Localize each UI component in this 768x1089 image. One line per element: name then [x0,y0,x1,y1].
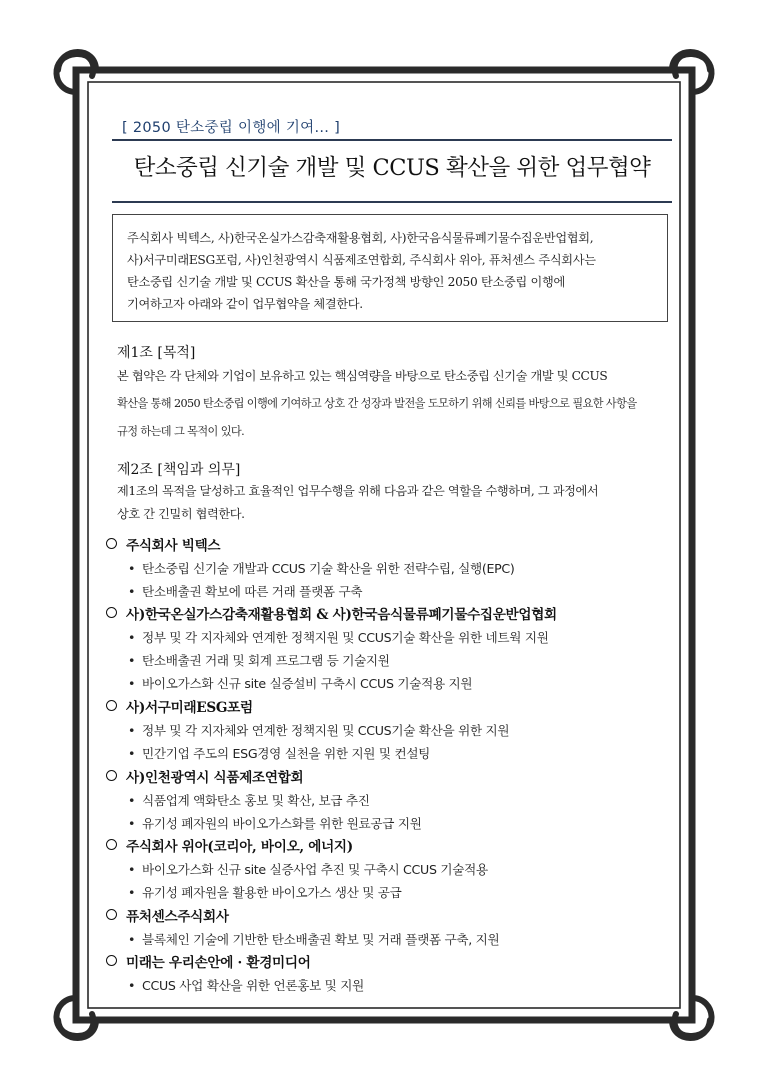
org-item-text: 바이오가스화 신규 site 실증사업 추진 및 구축시 CCUS 기술적용 [142,862,488,877]
bullet-icon: • [128,793,136,808]
org-name: 주식회사 빅텍스 [126,538,221,554]
circle-bullet-icon [106,700,117,711]
bullet-icon: • [128,862,136,877]
circle-bullet-icon [106,955,117,966]
org-item-text: 블록체인 기술에 기반한 탄소배출권 확보 및 거래 플랫폼 구축, 지원 [142,932,500,947]
circle-bullet-icon [106,770,117,781]
org-heading [106,835,353,855]
org-item [128,581,362,600]
org-item [128,975,364,994]
bullet-icon: • [128,723,136,738]
bullet-icon: • [128,816,136,831]
article2-heading: 제2조 [책임과 의무] [117,462,241,478]
org-item-text: CCUS 사업 확산을 위한 언론홍보 및 지원 [142,978,364,993]
org-item-text: 탄소배출권 확보에 따른 거래 플랫폼 구축 [142,584,363,599]
article2-line: 제1조의 목적을 달성하고 효율적인 업무수행을 위해 다음과 같은 역할을 수행하며, 그 과정에서 [117,484,599,498]
org-item-text: 식품업계 액화탄소 홍보 및 확산, 보급 추진 [142,793,370,808]
org-item-text: 바이오가스화 신규 site 실증설비 구축시 CCUS 기술적용 지원 [142,676,473,691]
org-item-text: 정부 및 각 지자체와 연계한 정책지원 및 CCUS기술 확산을 위한 네트웍 지원 [142,630,549,645]
org-item-text: 유기성 폐자원의 바이오가스화를 위한 원료공급 지원 [142,816,422,831]
article1-heading: 제1조 [목적] [117,345,196,361]
bullet-icon: • [128,746,136,761]
org-item-text: 정부 및 각 지자체와 연계한 정책지원 및 CCUS기술 확산을 위한 지원 [142,723,510,738]
article1-line: 본 협약은 각 단체와 기업이 보유하고 있는 핵심역량을 바탕으로 탄소중립 신기술 개발 및 CCUS [117,369,608,383]
org-item [128,813,422,832]
circle-bullet-icon [106,909,117,920]
circle-bullet-icon [106,607,117,618]
bullet-icon: • [128,653,136,668]
org-item-text: 유기성 폐자원을 활용한 바이오가스 생산 및 공급 [142,885,402,900]
intro-line: 탄소중립 신기술 개발 및 CCUS 확산을 통해 국가정책 방향인 2050 탄소중립 이행에 [127,275,565,289]
article1-line: 확산을 통해 2050 탄소중립 이행에 기여하고 상호 간 성장과 발전을 도모하기 위해 신뢰를 바탕으로 필요한 사항을 [117,397,637,410]
bullet-icon: • [128,676,136,691]
document-title: 탄소중립 신기술 개발 및 CCUS 확산을 위한 업무협약 [133,155,651,181]
org-item-text: 탄소배출권 거래 및 회계 프로그램 등 기술지원 [142,653,390,668]
org-name: 사)한국온실가스감축재활용협회 & 사)한국음식물류폐기물수집운반업협회 [126,607,557,623]
org-item-text: 민간기업 주도의 ESG경영 실천을 위한 지원 및 컨설팅 [142,746,431,761]
org-heading [106,951,311,971]
bullet-icon: • [128,561,136,576]
org-name: 주식회사 위아(코리아, 바이오, 에너지) [126,839,353,855]
org-item [128,743,430,762]
article2-line: 상호 간 긴밀히 협력한다. [117,507,245,521]
org-heading [106,766,303,786]
org-item [128,859,488,878]
circle-bullet-icon [106,538,117,549]
title-top-rule [112,139,672,141]
circle-bullet-icon [106,839,117,850]
intro-line: 기여하고자 아래와 같이 업무협약을 체결한다. [127,297,363,311]
bullet-icon: • [128,978,136,993]
org-heading [106,696,253,716]
title-bottom-rule [112,201,672,203]
org-item [128,558,515,577]
article1-line: 규정 하는데 그 목적이 있다. [117,425,245,438]
bullet-icon: • [128,932,136,947]
org-heading [106,603,557,623]
intro-box [112,214,668,322]
intro-line: 주식회사 빅텍스, 사)한국온실가스감축재활용협회, 사)한국음식물류폐기물수집운반업협회, [127,231,594,245]
org-item [128,650,390,669]
org-name: 미래는 우리손안에 · 환경미디어 [126,955,311,971]
org-item [128,627,549,646]
org-name: 사)서구미래ESG포럼 [126,700,253,716]
intro-line: 사)서구미래ESG포럼, 사)인천광역시 식품제조연합회, 주식회사 위아, 퓨처센스 주식회사는 [127,253,596,267]
bullet-icon: • [128,885,136,900]
org-item [128,673,472,692]
org-name: 사)인천광역시 식품제조연합회 [126,770,304,786]
org-item-text: 탄소중립 신기술 개발과 CCUS 기술 확산을 위한 전략수립, 실행(EPC) [142,561,515,576]
org-item [128,790,370,809]
org-item [128,929,499,948]
bullet-icon: • [128,630,136,645]
org-heading [106,534,220,554]
org-name: 퓨처센스주식회사 [126,909,229,925]
org-item [128,882,402,901]
org-heading [106,905,229,925]
header-tag: [ 2050 탄소중립 이행에 기여... ] [122,120,341,136]
bullet-icon: • [128,584,136,599]
org-item [128,720,509,739]
